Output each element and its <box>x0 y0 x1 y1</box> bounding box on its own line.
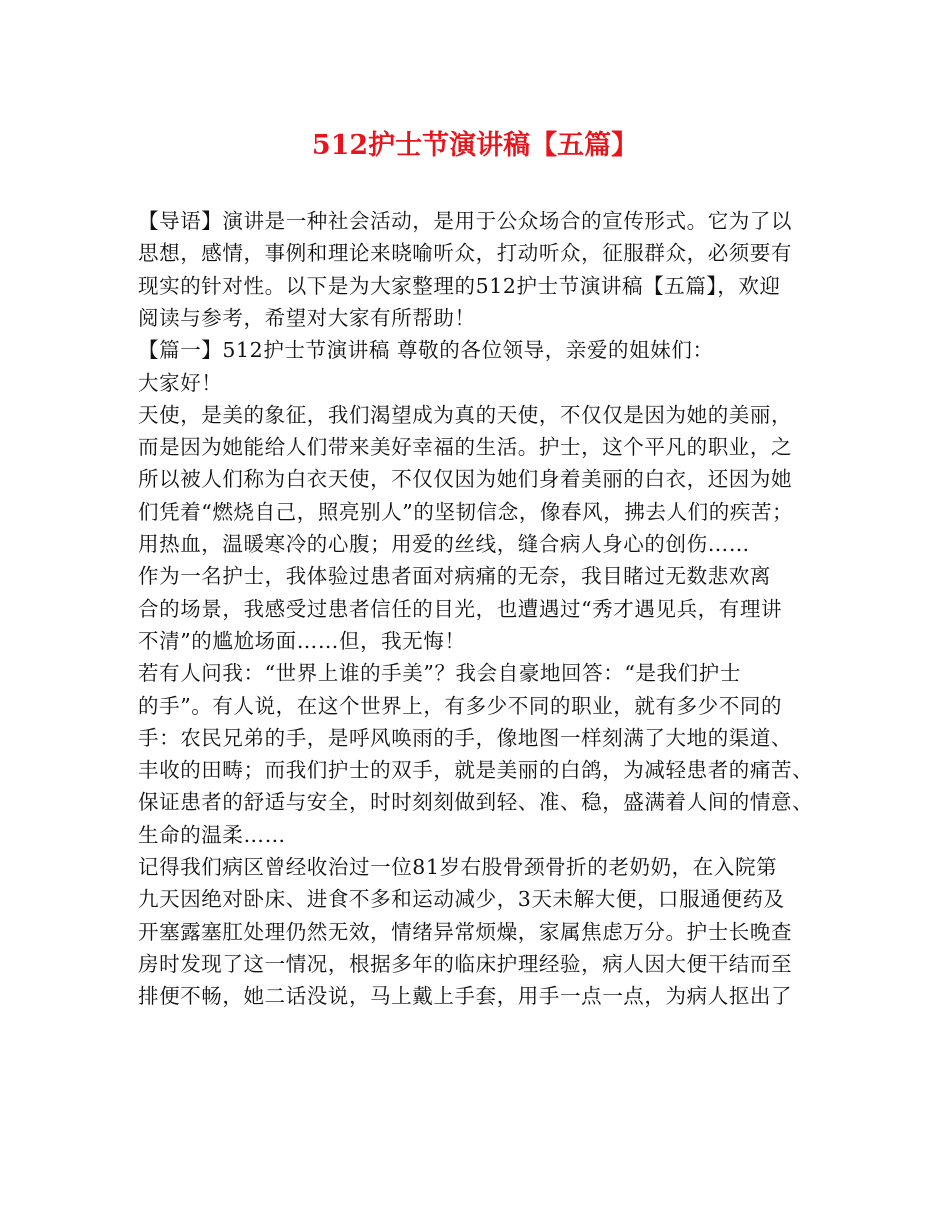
body-line: 手：农民兄弟的手，是呼风唤雨的手，像地图一样刻满了大地的渠道、 <box>138 725 793 750</box>
body-line: 九天因绝对卧床、进食不多和运动减少，3天未解大便，口服通便药及 <box>138 887 785 912</box>
body-line: 生命的温柔…… <box>138 822 286 847</box>
body-line: 而是因为她能给人们带来美好幸福的生活。护士，这个平凡的职业，之 <box>138 435 793 460</box>
body-line: 排便不畅，她二话没说，马上戴上手套，用手一点一点，为病人抠出了 <box>138 984 793 1009</box>
body-line: 房时发现了这一情况，根据多年的临床护理经验，病人因大便干结而至 <box>138 951 793 976</box>
document-title: 512护士节演讲稿【五篇】 <box>311 130 639 161</box>
body-line: 不清”的尴尬场面……但，我无悔！ <box>138 628 466 653</box>
body-line: 保证患者的舒适与安全，时时刻刻做到轻、准、稳，盛满着人间的情意、 <box>138 790 814 815</box>
body-line: 的手”。有人说，在这个世界上，有多少不同的职业，就有多少不同的 <box>138 693 783 718</box>
body-line: 天使，是美的象征，我们渴望成为真的天使，不仅仅是因为她的美丽， <box>138 402 793 427</box>
body-line: 若有人问我：“世界上谁的手美”？我会自豪地回答：“是我们护士 <box>138 661 741 686</box>
body-line: 所以被人们称为白衣天使，不仅仅因为她们身着美丽的白衣，还因为她 <box>138 467 793 492</box>
body-line: 【导语】演讲是一种社会活动，是用于公众场合的宣传形式。它为了以 <box>138 209 793 233</box>
body-line: 大家好！ <box>138 370 223 395</box>
body-line: 作为一名护士，我体验过患者面对病痛的无奈，我目睹过无数悲欢离 <box>138 564 771 589</box>
body-line: 合的场景，我感受过患者信任的目光，也遭遇过“秀才遇见兵，有理讲 <box>138 596 783 621</box>
body-line: 思想，感情，事例和理论来晓喻听众，打动听众，征服群众，必须要有 <box>138 241 793 266</box>
body-line: 开塞露塞肛处理仍然无效，情绪异常烦燥，家属焦虑万分。护士长晚查 <box>138 919 793 944</box>
body-line: 丰收的田畴；而我们护士的双手，就是美丽的白鸽，为减轻患者的痛苦、 <box>138 758 814 783</box>
body-line: 阅读与参考，希望对大家有所帮助！ <box>138 305 476 330</box>
body-line: 记得我们病区曾经收治过一位81岁右股骨颈骨折的老奶奶，在入院第 <box>138 855 778 879</box>
body-line: 【篇一】512护士节演讲稿 尊敬的各位领导，亲爱的姐妹们： <box>138 338 714 363</box>
body-line: 现实的针对性。以下是为大家整理的512护士节演讲稿【五篇】，欢迎 <box>138 273 781 298</box>
body-line: 们凭着“燃烧自己，照亮别人”的坚韧信念，像春风，拂去人们的疾苦； <box>138 499 794 524</box>
body-line: 用热血，温暖寒冷的心腹；用爱的丝线，缝合病人身心的创伤…… <box>138 532 750 556</box>
